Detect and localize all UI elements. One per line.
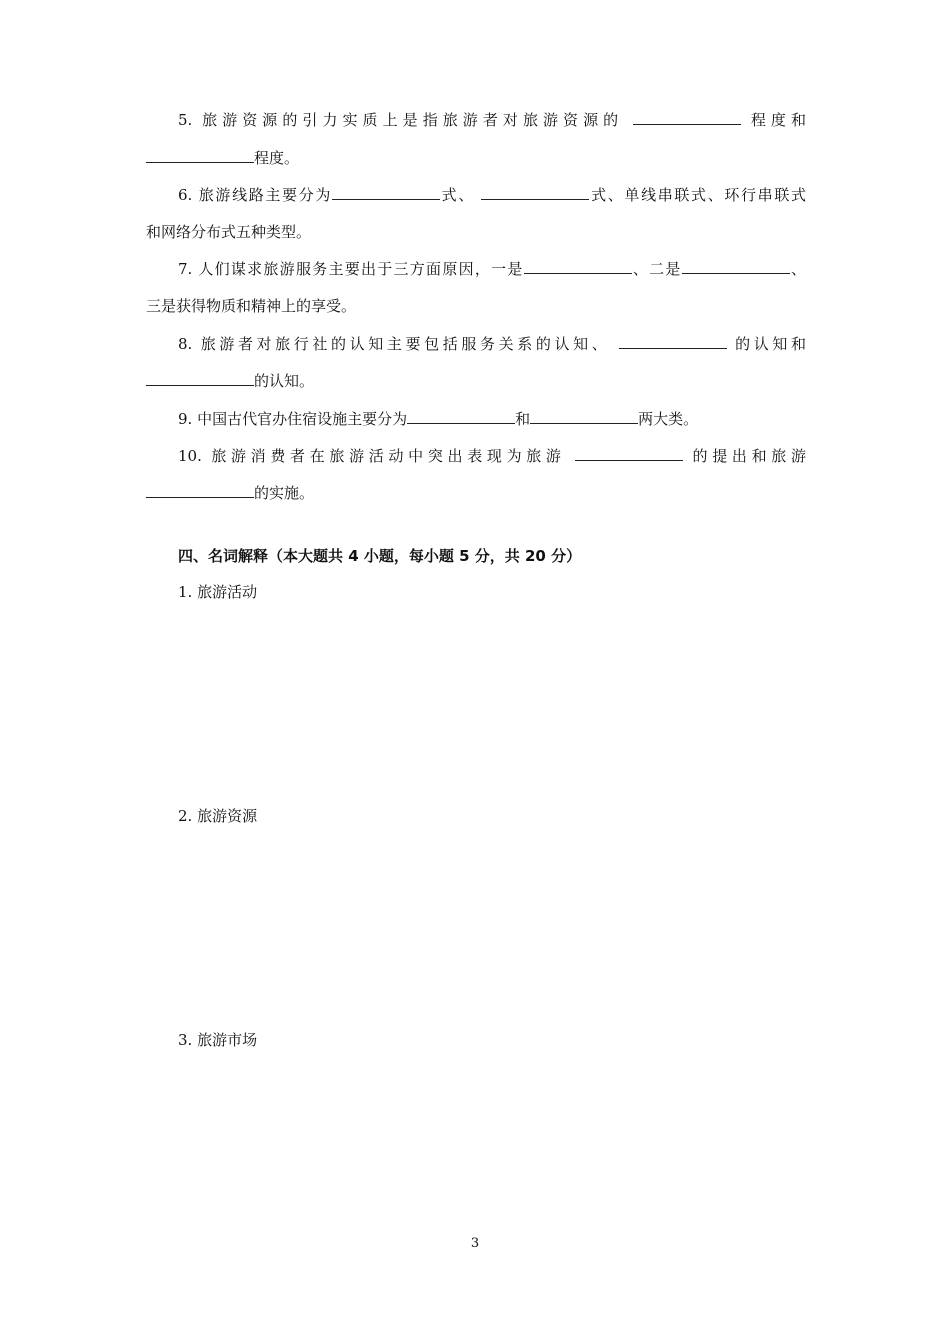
term-item: 1. 旅游活动 (178, 583, 258, 601)
answer-blank[interactable] (619, 334, 727, 349)
question-text: 三是获得物质和精神上的享受。 (146, 297, 357, 315)
question-text: 中国古代官办住宿设施主要分为 (197, 410, 408, 428)
answer-blank[interactable] (530, 409, 638, 424)
question-number: 9. (178, 410, 193, 428)
question-8-line-2 (146, 371, 806, 391)
answer-blank[interactable] (633, 110, 741, 125)
question-text: 的实施。 (254, 484, 315, 502)
answer-blank[interactable] (682, 259, 790, 274)
question-text: 的认知和 (735, 335, 806, 353)
question-number: 6. (178, 186, 193, 204)
term-item: 3. 旅游市场 (178, 1031, 258, 1049)
question-5-line-2 (146, 148, 806, 168)
question-6-line-1 (178, 185, 806, 205)
answer-blank[interactable] (332, 185, 440, 200)
question-text: 的认知。 (254, 372, 315, 390)
answer-blank[interactable] (146, 371, 254, 386)
question-text: 旅游者对旅行社的认知主要包括服务关系的认知、 (200, 335, 611, 353)
question-text: 、二是 (631, 260, 682, 278)
term-item: 2. 旅游资源 (178, 807, 258, 825)
question-text: 、 (789, 260, 806, 278)
question-10-line-2 (146, 483, 806, 503)
answer-blank[interactable] (524, 259, 632, 274)
question-text: 旅游线路主要分为 (198, 186, 333, 204)
question-number: 5. (178, 111, 193, 129)
question-text: 和 (515, 410, 531, 428)
question-text: 旅游消费者在旅游活动中突出表现为旅游 (211, 447, 566, 465)
question-7-line-1 (178, 259, 806, 279)
question-text: 和网络分布式五种类型。 (146, 223, 312, 241)
question-text: 人们谋求旅游服务主要出于三方面原因，一是 (198, 260, 524, 278)
answer-blank[interactable] (146, 483, 254, 498)
answer-blank[interactable] (407, 409, 515, 424)
question-9-line-1 (178, 409, 806, 429)
question-text: 程度。 (254, 149, 300, 167)
question-text: 的提出和旅游 (692, 447, 806, 465)
section-heading: 四、名词解释（本大题共 4 小题，每小题 5 分，共 20 分） (178, 547, 582, 565)
question-text: 程度和 (750, 111, 806, 129)
question-number: 8. (178, 335, 193, 353)
question-6-line-2 (146, 222, 806, 242)
question-text: 式、单线串联式、环行串联式 (589, 186, 806, 204)
question-10-line-1 (178, 446, 806, 466)
question-number: 7. (178, 260, 193, 278)
question-8-line-1 (178, 334, 806, 354)
page-number: 3 (470, 1236, 480, 1251)
question-text: 旅游资源的引力实质上是指旅游者对旅游资源的 (202, 111, 624, 129)
answer-blank[interactable] (146, 148, 254, 163)
question-number: 10. (178, 447, 202, 465)
question-5-line-1 (178, 110, 806, 130)
question-text: 式、 (440, 186, 475, 204)
question-7-line-2 (146, 296, 806, 316)
answer-blank[interactable] (481, 185, 589, 200)
answer-blank[interactable] (575, 446, 683, 461)
question-text: 两大类。 (638, 410, 699, 428)
